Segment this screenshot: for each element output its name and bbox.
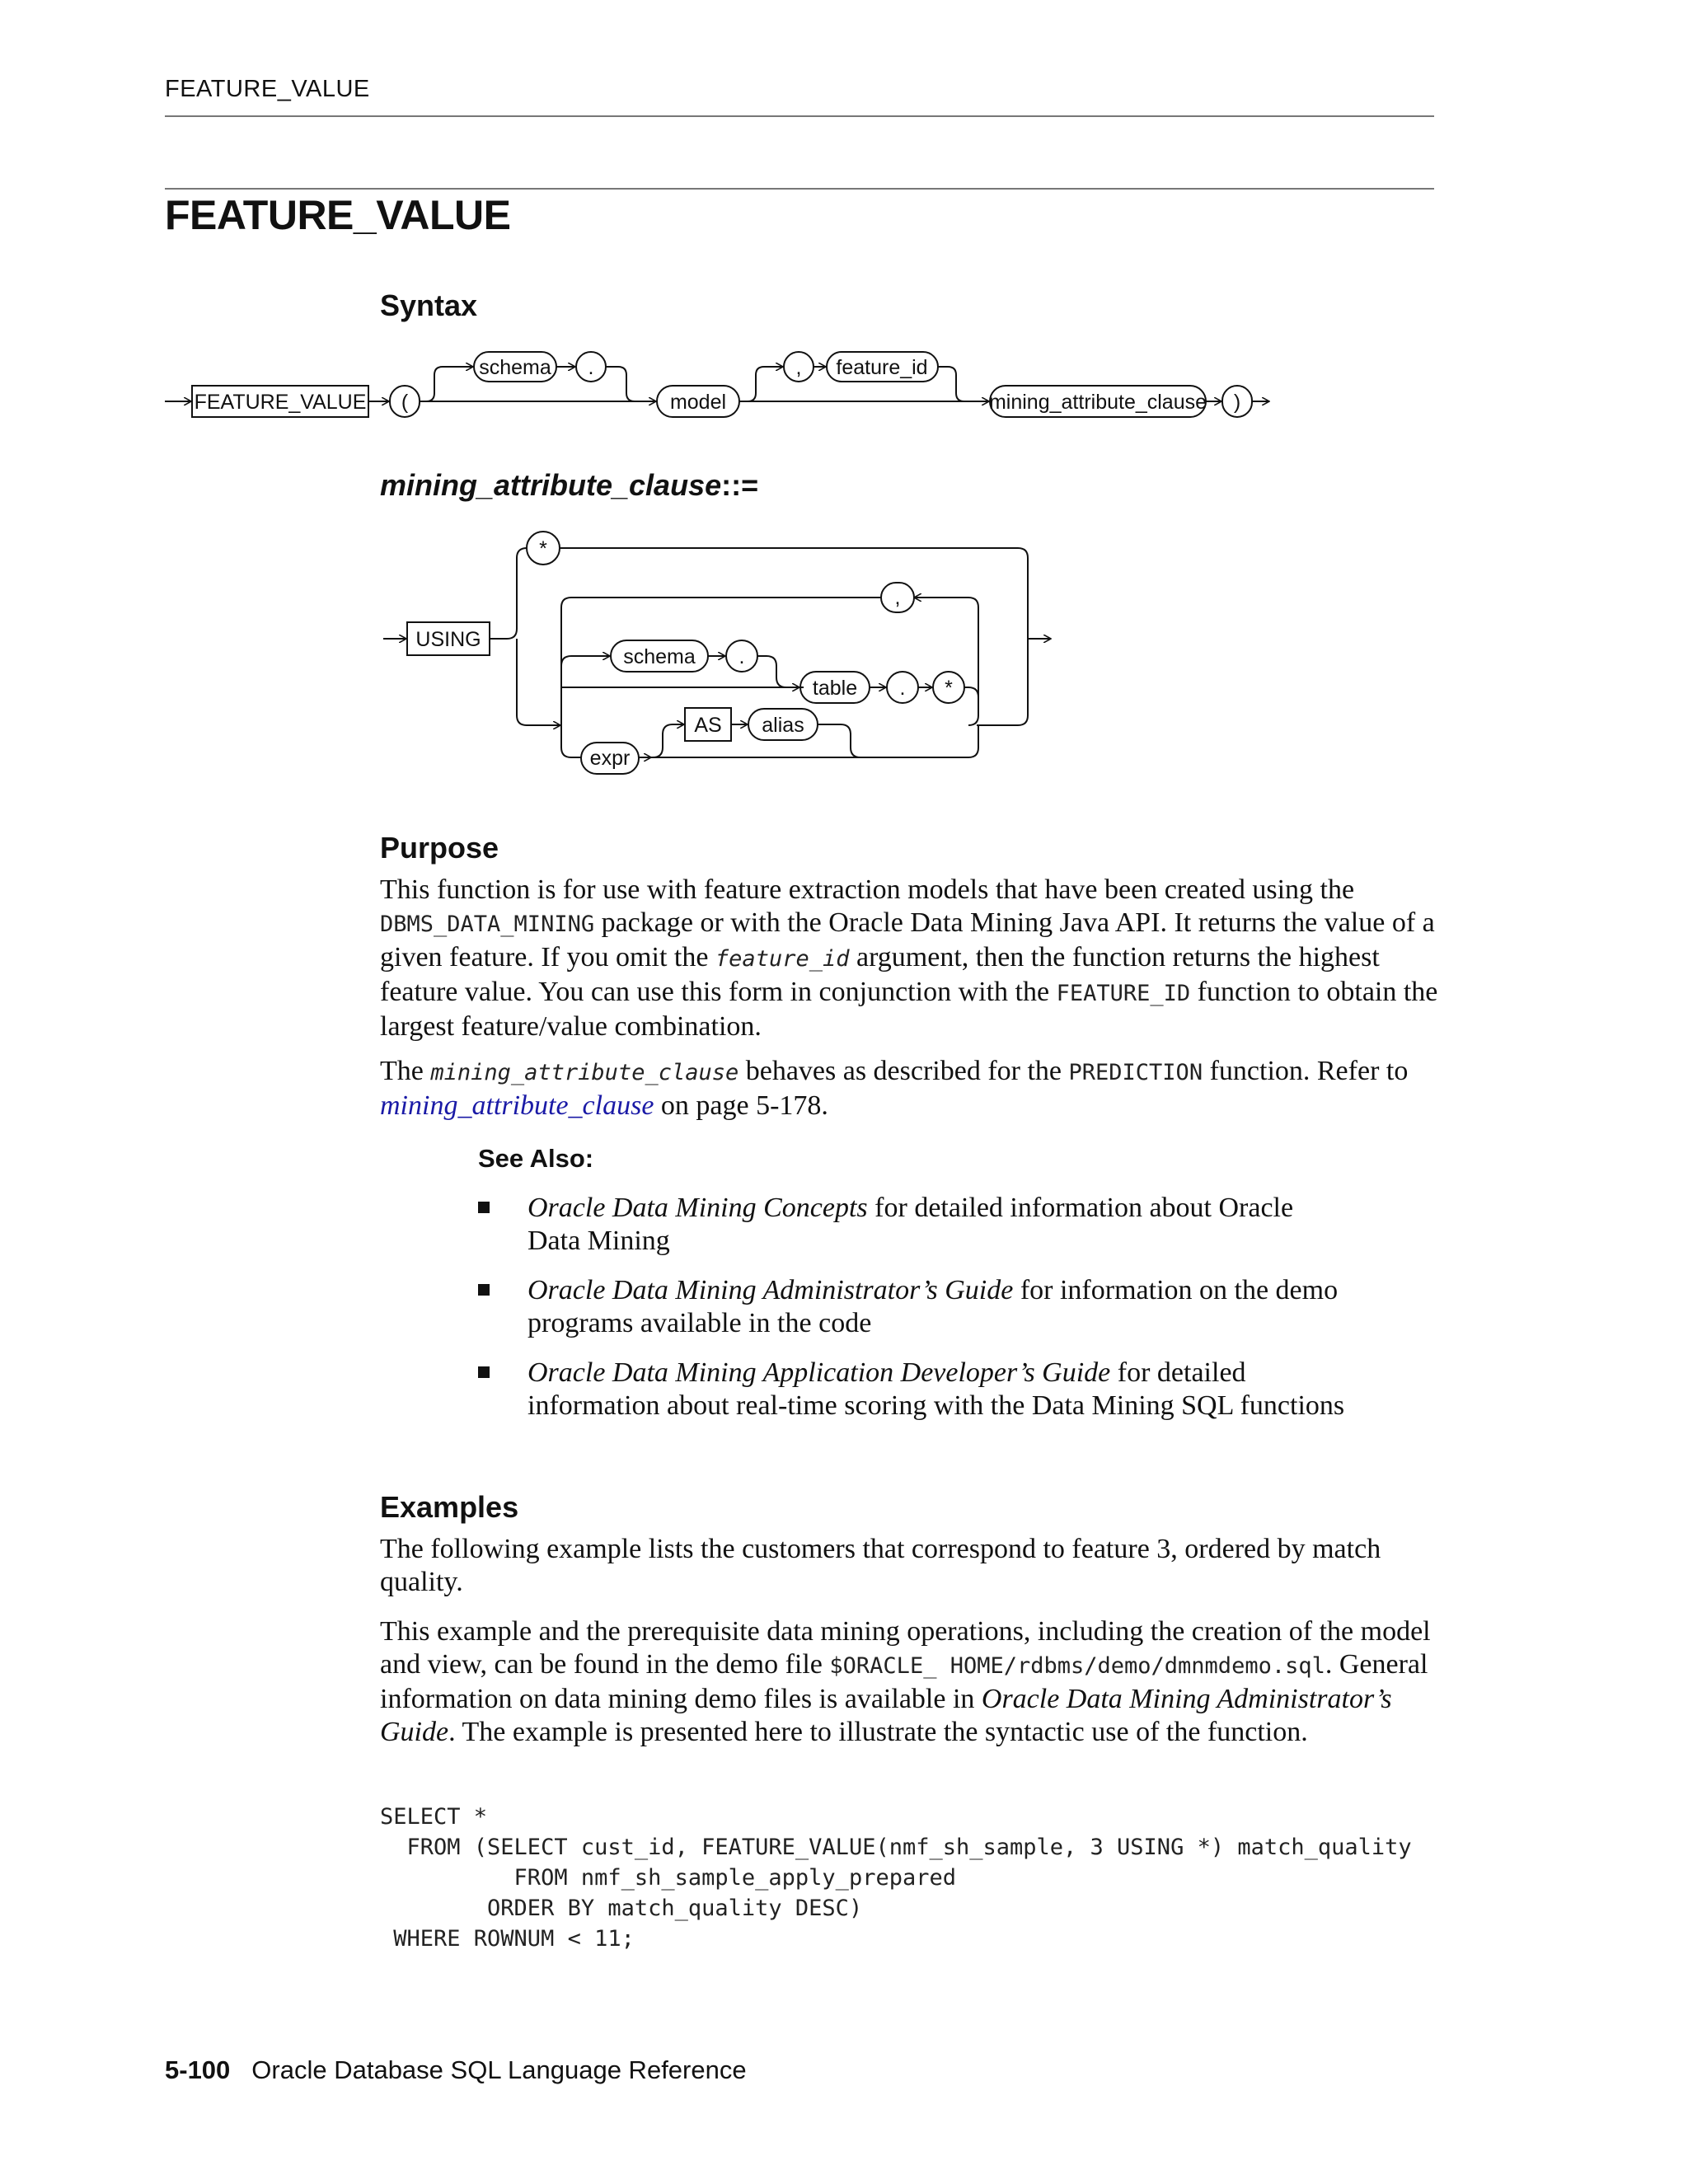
table-token: table	[812, 677, 858, 700]
mac-heading-name: mining_attribute_clause	[380, 468, 722, 502]
mac-heading-suffix: ::=	[721, 468, 759, 502]
expr-token: expr	[589, 747, 631, 770]
dot-token: .	[738, 645, 745, 668]
star-token: *	[539, 537, 547, 560]
open-paren: (	[401, 391, 409, 414]
bullet-icon	[478, 1284, 490, 1296]
see-also-title: See Also:	[478, 1144, 594, 1173]
example-code-block: SELECT * FROM (SELECT cust_id, FEATURE_VALUE(nmf_sh_sample, 3 USING *) match_quality FROM nmf_sh_sample_apply_prepared ORDER BY match_quality DESC) WHERE ROWNUM < 11;	[380, 1804, 1412, 1952]
bullet-icon	[478, 1202, 490, 1213]
purpose-paragraph-2: The mining_attribute_clause behaves as described for the PREDICTION function. Refer to mining_attribute_clause on page 5-178.	[380, 1056, 1409, 1121]
model-token: model	[669, 391, 727, 414]
purpose-heading: Purpose	[380, 831, 499, 865]
alias-token: alias	[762, 714, 804, 737]
mining-attribute-clause-link[interactable]: mining_attribute_clause	[380, 1090, 654, 1121]
purpose-paragraph-1: This function is for use with feature extraction models that have been created using the DBMS_DATA_MINING package or with the Oracle Data Mining Java API. It returns the value of a given feature. If you omit the feature_id argument, then the function returns the highest feature value. You can use this form in conjunction with the FEATURE_ID function to obtain the largest feature/value combination.	[380, 874, 1438, 1042]
examples-paragraph-1: The following example lists the customers that correspond to feature 3, ordered by match quality.	[380, 1534, 1381, 1597]
keyword-feature-value: FEATURE_VALUE	[194, 391, 367, 414]
feature-id-token: feature_id	[836, 356, 928, 379]
comma-token: ,	[795, 356, 802, 379]
page-title: FEATURE_VALUE	[165, 192, 511, 238]
syntax-heading: Syntax	[380, 288, 478, 322]
schema-token: schema	[479, 356, 551, 379]
examples-heading: Examples	[380, 1490, 519, 1524]
page-footer	[165, 2055, 747, 2085]
mining-attribute-clause-token: mining_attribute_clause	[988, 391, 1207, 414]
schema-token: schema	[623, 645, 696, 668]
comma-token: ,	[894, 586, 901, 609]
close-paren: )	[1233, 391, 1241, 414]
title-rule	[165, 188, 1434, 190]
dot-token-2: .	[899, 677, 906, 700]
header-rule	[165, 115, 1434, 117]
feature-value-syntax-diagram	[161, 342, 1290, 433]
using-keyword: USING	[415, 628, 481, 651]
mining-attribute-clause-diagram	[375, 523, 1076, 795]
footer-book-title: Oracle Database SQL Language Reference	[251, 2055, 747, 2084]
dot-token: .	[588, 356, 594, 379]
running-header: FEATURE_VALUE	[165, 76, 370, 102]
as-keyword: AS	[694, 714, 722, 737]
examples-paragraph-2: This example and the prerequisite data mining operations, including the creation of the model and view, can be found in the demo file $ORACLE_ HOME/rdbms/demo/dmnmdemo.sql. General information on data mining demo files is available in Oracle Data Mining Administrator’s Guide. The example is presented here to illustrate the syntactic use of the function.	[380, 1616, 1431, 1747]
bullet-icon	[478, 1366, 490, 1378]
footer-page-number: 5-100	[165, 2055, 231, 2084]
star-token-2: *	[945, 677, 953, 700]
mac-heading	[380, 468, 758, 503]
